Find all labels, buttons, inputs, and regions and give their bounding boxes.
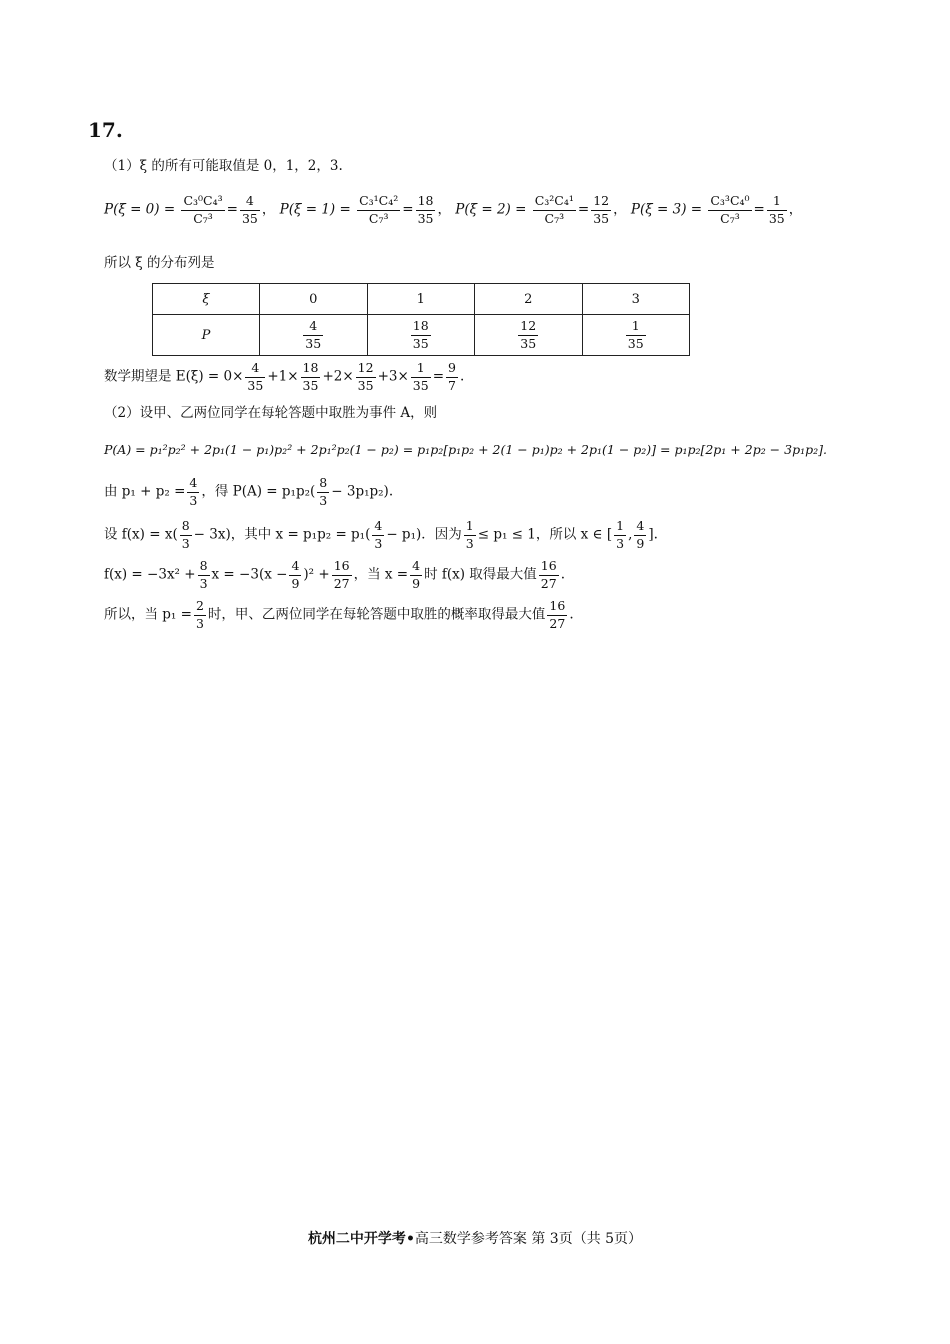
exp-frac-2-den: 35 — [357, 377, 374, 393]
exp-frac-0 — [245, 362, 265, 392]
let-comma: , — [628, 526, 633, 543]
concl-frac2-num: 16 — [547, 600, 567, 616]
prob1-lhs: P(ξ = 1) = — [279, 201, 351, 218]
let-mid2: − p₁)．因为 — [386, 526, 462, 543]
f-frac1 — [198, 560, 210, 590]
f-frac2 — [289, 560, 301, 590]
exp-result-den: 7 — [448, 377, 456, 393]
f-frac4 — [410, 560, 422, 590]
table-prob-1-frac — [411, 320, 431, 350]
f-frac3 — [332, 560, 352, 590]
table-prob-2-den: 35 — [520, 335, 537, 351]
let-frac3-den: 3 — [465, 535, 474, 551]
question-number: 17. — [88, 118, 123, 142]
formula-pa: P(A) = p₁²p₂² + 2p₁(1 − p₁)p₂² + 2p₁²p₂(1 − p₂) = p₁p₂[p₁p₂ + 2(1 − p₁)p₂ + 2p₁(1 − p₂)] = p₁p₂[2p₁ + 2p₂ − 3p₁p₂]. — [104, 442, 827, 457]
f-mid4: 时 f(x) 取得最大值 — [424, 566, 537, 583]
f-frac1-num: 8 — [198, 560, 210, 576]
table-value-2: 2 — [475, 284, 583, 315]
exp-equals: = — [432, 368, 445, 385]
let-frac4-den: 3 — [616, 535, 625, 551]
table-prob-2 — [475, 315, 583, 356]
given-frac2 — [317, 477, 329, 507]
exp-op-2: +2× — [322, 368, 354, 385]
prob3-num: 1 — [767, 195, 787, 211]
f-frac3-num: 16 — [332, 560, 352, 576]
let-frac5 — [634, 520, 646, 550]
exp-frac-1-num: 18 — [301, 362, 321, 378]
concl-frac — [194, 600, 206, 630]
f-frac1-den: 3 — [199, 575, 208, 591]
exp-frac-0-num: 4 — [245, 362, 265, 378]
exp-frac-2-num: 12 — [356, 362, 376, 378]
f-frac4-num: 4 — [410, 560, 422, 576]
given-line — [104, 477, 393, 507]
table-prob-3-frac — [626, 320, 646, 350]
prob1-den: 35 — [417, 210, 434, 226]
let-frac — [180, 520, 192, 550]
f-frac2-den: 9 — [291, 575, 300, 591]
prob3-frac — [767, 195, 787, 225]
exp-period: . — [459, 368, 465, 385]
table-prob-2-frac — [518, 320, 538, 350]
exp-frac-3 — [411, 362, 431, 392]
table-header-xi: ξ — [153, 284, 260, 315]
probabilities-line: P(ξ = 0) = $\frac{\text{C₃⁰C₄³}}{\text{C₇³}}$ = $\frac{4}{35}$ ， P(ξ = 1) = $\frac{\text{C₃¹C₄²}}{\text{C₇³}}$ = $\frac{18}{35}$ ， P(ξ = 2) = $\frac{\text{C₃²C₄¹}}{\text{C₇³}}$ = $\frac{12}{35}$ ， P(ξ = 3) = $\frac{\text{C₃³C₄⁰}}{\text{C₇³}}$ = $\frac{1}{35}$ ， — [104, 193, 803, 226]
prob1-comb-frac — [357, 195, 400, 225]
f-suffix: . — [560, 566, 565, 583]
exp-frac-3-den: 35 — [412, 377, 429, 393]
footer-dot: • — [405, 1231, 415, 1247]
prob2-den: 35 — [593, 210, 610, 226]
given-suffix: − 3p₁p₂). — [331, 483, 394, 500]
f-frac3-den: 27 — [333, 575, 350, 591]
let-frac4-num: 1 — [614, 520, 626, 536]
prob3-comb-den: C₇³ — [720, 210, 740, 226]
table-value-0: 0 — [260, 284, 368, 315]
let-frac2-num: 4 — [372, 520, 384, 536]
prob1-num: 18 — [416, 195, 436, 211]
table-header-p: P — [153, 315, 260, 356]
exp-frac-0-den: 35 — [247, 377, 264, 393]
concl-mid: 时，甲、乙两位同学在每轮答题中取胜的概率取得最大值 — [207, 606, 546, 623]
concl-frac2 — [547, 600, 567, 630]
f-frac5 — [539, 560, 559, 590]
prob2-comb-num: C₃²C₄¹ — [533, 195, 576, 211]
footer-subject: 高三数学参考答案 — [414, 1231, 527, 1247]
prob2-comb-den: C₇³ — [544, 210, 565, 226]
distribution-table — [152, 283, 690, 356]
part1-intro: （1）ξ 的所有可能取值是 0，1，2，3. — [104, 158, 343, 174]
let-line — [104, 520, 658, 550]
f-frac4-den: 9 — [412, 575, 421, 591]
exp-result-frac — [446, 362, 458, 392]
exp-frac-1-den: 35 — [302, 377, 319, 393]
table-prob-3-den: 35 — [627, 335, 644, 351]
prob0-comb-num: C₃⁰C₄³ — [181, 195, 224, 211]
part2-intro: （2）设甲、乙两位同学在每轮答题中取胜为事件 A，则 — [104, 405, 438, 421]
table-prob-1-den: 35 — [412, 335, 429, 351]
prob0-num: 4 — [240, 195, 260, 211]
table-prob-0-num: 4 — [303, 320, 323, 336]
distribution-intro: 所以 ξ 的分布列是 — [104, 255, 215, 271]
given-frac-num: 4 — [187, 477, 199, 493]
prob1-comb-den: C₇³ — [368, 210, 389, 226]
expectation-prefix: 数学期望是 E(ξ) = 0× — [104, 368, 244, 385]
let-frac2 — [372, 520, 384, 550]
concl-frac-den: 3 — [195, 615, 204, 631]
exp-op-3: +3× — [377, 368, 409, 385]
let-prefix: 设 f(x) = x( — [104, 526, 178, 543]
prob3-den: 35 — [768, 210, 785, 226]
prob0-lhs: P(ξ = 0) = — [104, 201, 176, 218]
table-prob-0-den: 35 — [305, 335, 322, 351]
footer-school: 杭州二中开学考 — [307, 1231, 406, 1247]
table-value-1: 1 — [367, 284, 475, 315]
prob3-comb-frac — [708, 195, 751, 225]
table-row-values — [153, 284, 690, 315]
table-prob-0-frac — [303, 320, 323, 350]
function-line — [104, 560, 565, 590]
f-mid2: )² + — [303, 566, 330, 583]
let-frac3-num: 1 — [464, 520, 476, 536]
let-mid: − 3x)，其中 x = p₁p₂ = p₁( — [193, 526, 371, 543]
let-frac2-den: 3 — [374, 535, 383, 551]
expectation-line — [104, 362, 464, 392]
let-frac4 — [614, 520, 626, 550]
prob2-comb-frac — [533, 195, 576, 225]
given-prefix: 由 p₁ + p₂ = — [104, 483, 186, 500]
f-frac2-num: 4 — [289, 560, 301, 576]
given-frac — [187, 477, 199, 507]
page-footer — [0, 1228, 950, 1248]
given-frac2-num: 8 — [317, 477, 329, 493]
table-prob-3-num: 1 — [626, 320, 646, 336]
let-frac5-num: 4 — [634, 520, 646, 536]
f-prefix: f(x) = −3x² + — [104, 566, 196, 583]
table-prob-1 — [367, 315, 475, 356]
table-row-probabilities — [153, 315, 690, 356]
given-frac2-den: 3 — [319, 492, 328, 508]
exp-frac-1 — [301, 362, 321, 392]
let-frac-num: 8 — [180, 520, 192, 536]
exp-op-1: +1× — [267, 368, 299, 385]
prob3-lhs: P(ξ = 3) = — [630, 201, 703, 218]
exp-frac-3-num: 1 — [411, 362, 431, 378]
table-prob-0 — [260, 315, 368, 356]
prob2-lhs: P(ξ = 2) = — [455, 201, 527, 218]
let-mid3: ≤ p₁ ≤ 1，所以 x ∈ [ — [477, 526, 613, 543]
prob0-comb-den: C₇³ — [193, 210, 213, 226]
prob1-frac — [416, 195, 436, 225]
given-frac-den: 3 — [189, 492, 198, 508]
concl-frac2-den: 27 — [549, 615, 566, 631]
prob2-frac — [591, 195, 611, 225]
table-value-3: 3 — [582, 284, 690, 315]
concl-suffix: . — [569, 606, 574, 623]
f-frac5-den: 27 — [540, 575, 557, 591]
prob3-comb-num: C₃³C₄⁰ — [708, 195, 751, 211]
let-frac5-den: 9 — [636, 535, 645, 551]
exp-result-num: 9 — [446, 362, 458, 378]
table-prob-2-num: 12 — [518, 320, 538, 336]
table-prob-3 — [582, 315, 690, 356]
prob0-comb-frac — [181, 195, 224, 225]
f-mid: x = −3(x − — [211, 566, 288, 583]
prob1-comb-num: C₃¹C₄² — [357, 195, 400, 211]
prob2-num: 12 — [591, 195, 611, 211]
let-suffix: ]. — [648, 526, 658, 543]
table-prob-1-num: 18 — [411, 320, 431, 336]
let-frac-den: 3 — [181, 535, 190, 551]
exp-frac-2 — [356, 362, 376, 392]
concl-prefix: 所以，当 p₁ = — [104, 606, 192, 623]
footer-page: 第 3页（共 5页） — [531, 1231, 643, 1247]
given-mid: ，得 P(A) = p₁p₂( — [201, 483, 316, 500]
f-frac5-num: 16 — [539, 560, 559, 576]
conclusion-line — [104, 600, 574, 630]
concl-frac-num: 2 — [194, 600, 206, 616]
prob0-den: 35 — [241, 210, 258, 226]
f-mid3: ，当 x = — [353, 566, 409, 583]
let-frac3 — [464, 520, 476, 550]
prob0-frac — [240, 195, 260, 225]
